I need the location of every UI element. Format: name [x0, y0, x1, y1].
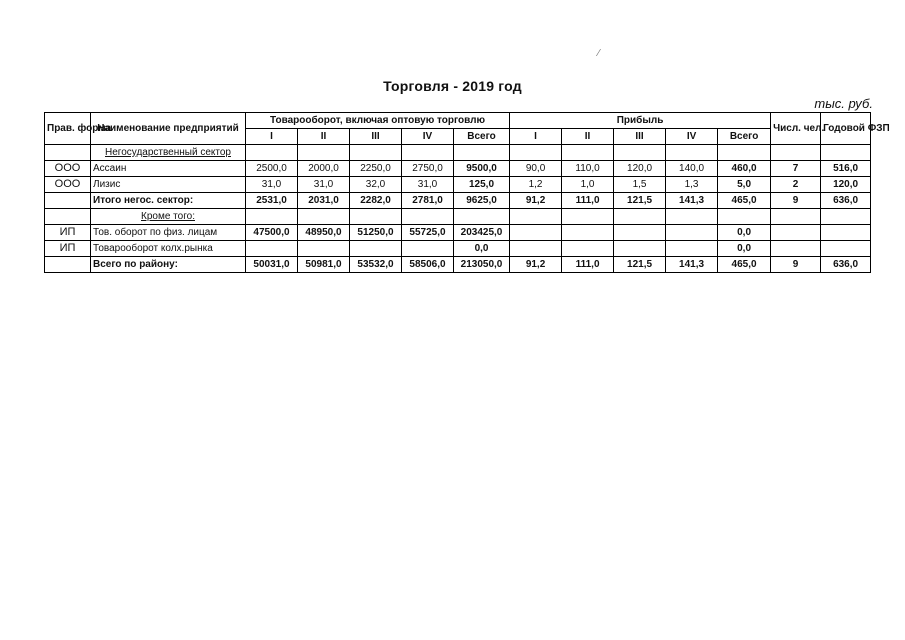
profit-quarter-header: I — [510, 129, 562, 145]
turnover-cell: 0,0 — [454, 241, 510, 257]
turnover-cell: 53532,0 — [350, 257, 402, 273]
turnover-cell: 2750,0 — [402, 161, 454, 177]
profit-quarter-header: II — [562, 129, 614, 145]
turnover-cell: 31,0 — [298, 177, 350, 193]
turnover-cell: 58506,0 — [402, 257, 454, 273]
col-turnover-header: Товарооборот, включая оптовую торговлю — [246, 113, 510, 129]
profit-cell: 141,3 — [666, 257, 718, 273]
turnover-cell — [350, 241, 402, 257]
turnover-cell: 213050,0 — [454, 257, 510, 273]
col-profit-header: Прибыль — [510, 113, 771, 129]
turnover-cell: 55725,0 — [402, 225, 454, 241]
turnover-quarter-header: II — [298, 129, 350, 145]
fzp-cell: 516,0 — [821, 161, 871, 177]
profit-cell: 1,2 — [510, 177, 562, 193]
profit-quarter-header: Всего — [718, 129, 771, 145]
staff-cell: 9 — [771, 193, 821, 209]
profit-cell: 121,5 — [614, 193, 666, 209]
turnover-cell: 32,0 — [350, 177, 402, 193]
profit-cell — [666, 225, 718, 241]
profit-cell: 465,0 — [718, 257, 771, 273]
trade-table — [44, 112, 890, 273]
form-cell: ИП — [45, 241, 91, 257]
table-row — [45, 241, 871, 257]
table-row — [45, 177, 871, 193]
name-cell: Товарооборот колх.рынка — [91, 241, 246, 257]
turnover-cell — [298, 241, 350, 257]
profit-cell — [510, 225, 562, 241]
fzp-cell: 636,0 — [821, 257, 871, 273]
col-name-header: Наименование предприятий — [91, 113, 246, 145]
profit-cell — [614, 225, 666, 241]
profit-cell — [562, 225, 614, 241]
col-fzp-header: Годовой ФЗП — [821, 113, 871, 145]
name-cell: Тов. оборот по физ. лицам — [91, 225, 246, 241]
profit-cell: 120,0 — [614, 161, 666, 177]
section-label: Кроме того: — [91, 209, 246, 225]
form-cell — [45, 193, 91, 209]
form-cell — [45, 257, 91, 273]
turnover-cell: 2250,0 — [350, 161, 402, 177]
turnover-cell: 47500,0 — [246, 225, 298, 241]
turnover-cell: 125,0 — [454, 177, 510, 193]
table-row — [45, 257, 871, 273]
col-form-header: Прав. форма — [45, 113, 91, 145]
col-staff-header: Числ. чел. — [771, 113, 821, 145]
name-cell: Всего по району: — [91, 257, 246, 273]
fzp-cell — [821, 225, 871, 241]
page-title: Торговля - 2019 год — [383, 78, 522, 94]
profit-cell: 0,0 — [718, 225, 771, 241]
turnover-cell: 2531,0 — [246, 193, 298, 209]
profit-cell: 90,0 — [510, 161, 562, 177]
profit-cell: 465,0 — [718, 193, 771, 209]
name-cell: Итого негос. сектор: — [91, 193, 246, 209]
staff-cell: 2 — [771, 177, 821, 193]
profit-cell: 1,5 — [614, 177, 666, 193]
header-row — [45, 113, 871, 129]
turnover-cell: 203425,0 — [454, 225, 510, 241]
staff-cell — [771, 225, 821, 241]
profit-cell: 121,5 — [614, 257, 666, 273]
name-cell: Ассаин — [91, 161, 246, 177]
form-cell: ООО — [45, 177, 91, 193]
table-row — [45, 161, 871, 177]
name-cell: Лизис — [91, 177, 246, 193]
profit-cell — [666, 241, 718, 257]
profit-cell: 1,0 — [562, 177, 614, 193]
profit-cell: 0,0 — [718, 241, 771, 257]
staff-cell: 7 — [771, 161, 821, 177]
profit-cell — [510, 241, 562, 257]
units-label: тыс. руб. — [814, 96, 873, 111]
turnover-quarter-header: I — [246, 129, 298, 145]
turnover-cell: 31,0 — [402, 177, 454, 193]
form-cell: ООО — [45, 161, 91, 177]
turnover-cell: 2000,0 — [298, 161, 350, 177]
profit-cell — [614, 241, 666, 257]
profit-cell: 110,0 — [562, 161, 614, 177]
table-row — [45, 225, 871, 241]
section-row-nongov — [45, 145, 871, 161]
turnover-cell: 9500,0 — [454, 161, 510, 177]
profit-cell: 1,3 — [666, 177, 718, 193]
turnover-quarter-header: IV — [402, 129, 454, 145]
fzp-cell — [821, 241, 871, 257]
turnover-quarter-header: III — [350, 129, 402, 145]
turnover-cell: 2781,0 — [402, 193, 454, 209]
turnover-cell: 50981,0 — [298, 257, 350, 273]
fzp-cell: 636,0 — [821, 193, 871, 209]
fzp-cell: 120,0 — [821, 177, 871, 193]
profit-quarter-header: IV — [666, 129, 718, 145]
profit-cell: 111,0 — [562, 193, 614, 209]
section-label: Негосударственный сектор — [91, 145, 246, 161]
profit-cell: 91,2 — [510, 193, 562, 209]
turnover-cell — [246, 241, 298, 257]
turnover-cell: 51250,0 — [350, 225, 402, 241]
turnover-cell — [402, 241, 454, 257]
profit-cell: 5,0 — [718, 177, 771, 193]
profit-cell — [562, 241, 614, 257]
turnover-cell: 9625,0 — [454, 193, 510, 209]
profit-cell: 141,3 — [666, 193, 718, 209]
staff-cell — [771, 241, 821, 257]
section-row-besides — [45, 209, 871, 225]
profit-cell: 91,2 — [510, 257, 562, 273]
turnover-cell: 48950,0 — [298, 225, 350, 241]
profit-cell: 140,0 — [666, 161, 718, 177]
turnover-cell: 2031,0 — [298, 193, 350, 209]
form-cell: ИП — [45, 225, 91, 241]
scan-mark: ⁄ — [598, 48, 600, 59]
profit-cell: 111,0 — [562, 257, 614, 273]
turnover-quarter-header: Всего — [454, 129, 510, 145]
profit-quarter-header: III — [614, 129, 666, 145]
turnover-cell: 50031,0 — [246, 257, 298, 273]
turnover-cell: 31,0 — [246, 177, 298, 193]
turnover-cell: 2282,0 — [350, 193, 402, 209]
turnover-cell: 2500,0 — [246, 161, 298, 177]
staff-cell: 9 — [771, 257, 821, 273]
table-row — [45, 193, 871, 209]
profit-cell: 460,0 — [718, 161, 771, 177]
